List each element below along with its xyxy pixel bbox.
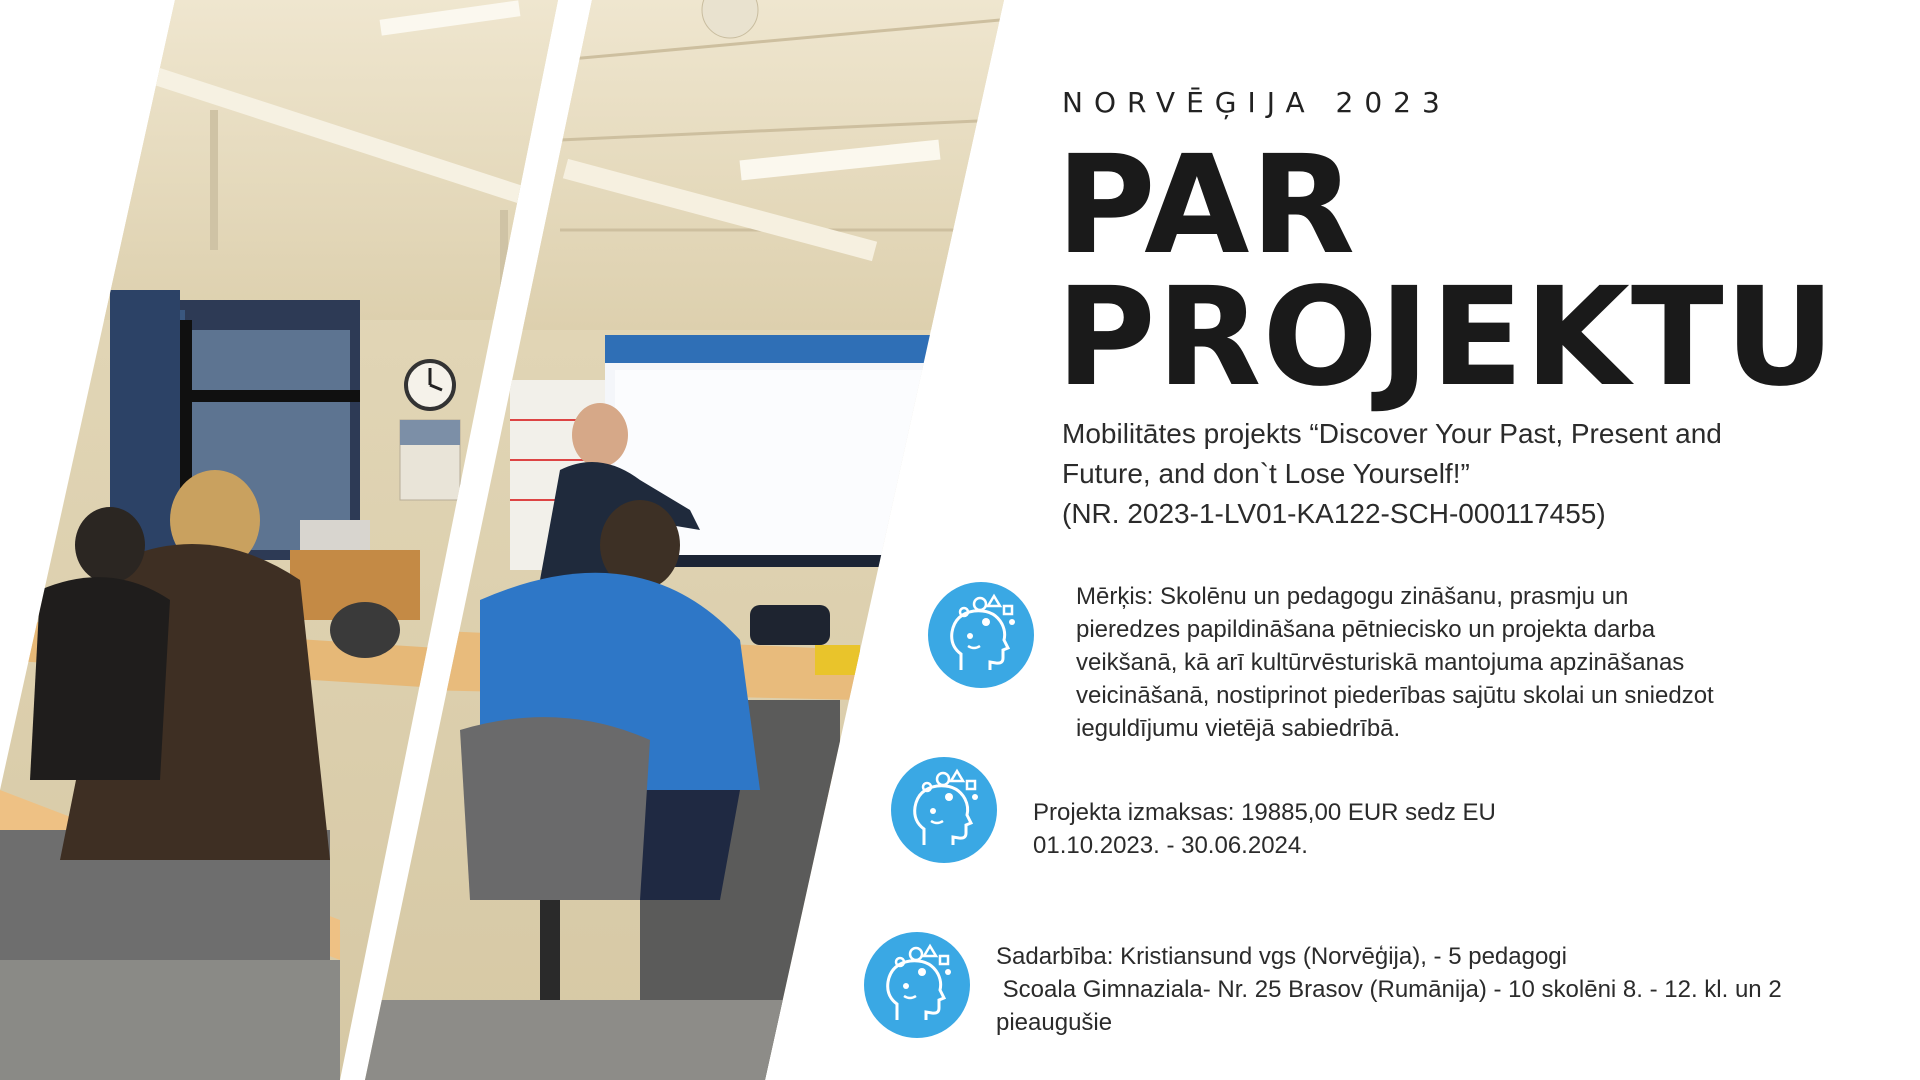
costs-line: Projekta izmaksas: 19885,00 EUR sedz EU xyxy=(1033,799,1496,826)
project-intro xyxy=(1062,414,1842,534)
goal-text xyxy=(1076,580,1714,745)
eyebrow-label: NORVĒĢIJA 2023 xyxy=(1062,86,1451,119)
partners-text xyxy=(996,940,1782,1039)
intro-line: (NR. 2023-1-LV01-KA122-SCH-000117455) xyxy=(1062,498,1606,529)
goal-line: ieguldījumu vietējā sabiedrībā. xyxy=(1076,715,1401,742)
partners-line: pieaugušie xyxy=(996,1009,1113,1036)
page-title-line-2: PROJEKTU xyxy=(1056,259,1837,417)
page-title xyxy=(1056,127,1837,417)
goal-line: veicināšanā, nostiprinot piederības sajūtu skolai un sniedzot xyxy=(1076,682,1714,709)
costs-text xyxy=(1033,796,1496,862)
goal-line: veikšanā, kā arī kultūrvēsturiskā mantojuma apzināšanas xyxy=(1076,649,1685,676)
goal-line: Mērķis: Skolēnu un pedagogu zināšanu, prasmju un xyxy=(1076,583,1629,610)
page-title-line-1: PAR xyxy=(1056,127,1357,285)
dates-line: 01.10.2023. - 30.06.2024. xyxy=(1033,832,1308,859)
partners-line: Scoala Gimnaziala- Nr. 25 Brasov (Rumānija) - 10 skolēni 8. - 12. kl. un 2 xyxy=(996,976,1782,1003)
head-ideas-icon xyxy=(891,757,997,863)
head-ideas-icon xyxy=(928,582,1034,688)
partners-line: Sadarbība: Kristiansund vgs (Norvēģija), - 5 pedagogi xyxy=(996,943,1567,970)
intro-line: Future, and don`t Lose Yourself!” xyxy=(1062,458,1470,489)
intro-line: Mobilitātes projekts “Discover Your Past, Present and xyxy=(1062,418,1722,449)
head-ideas-icon xyxy=(864,932,970,1038)
goal-line: pieredzes papildināšana pētniecisko un projekta darba xyxy=(1076,616,1656,643)
